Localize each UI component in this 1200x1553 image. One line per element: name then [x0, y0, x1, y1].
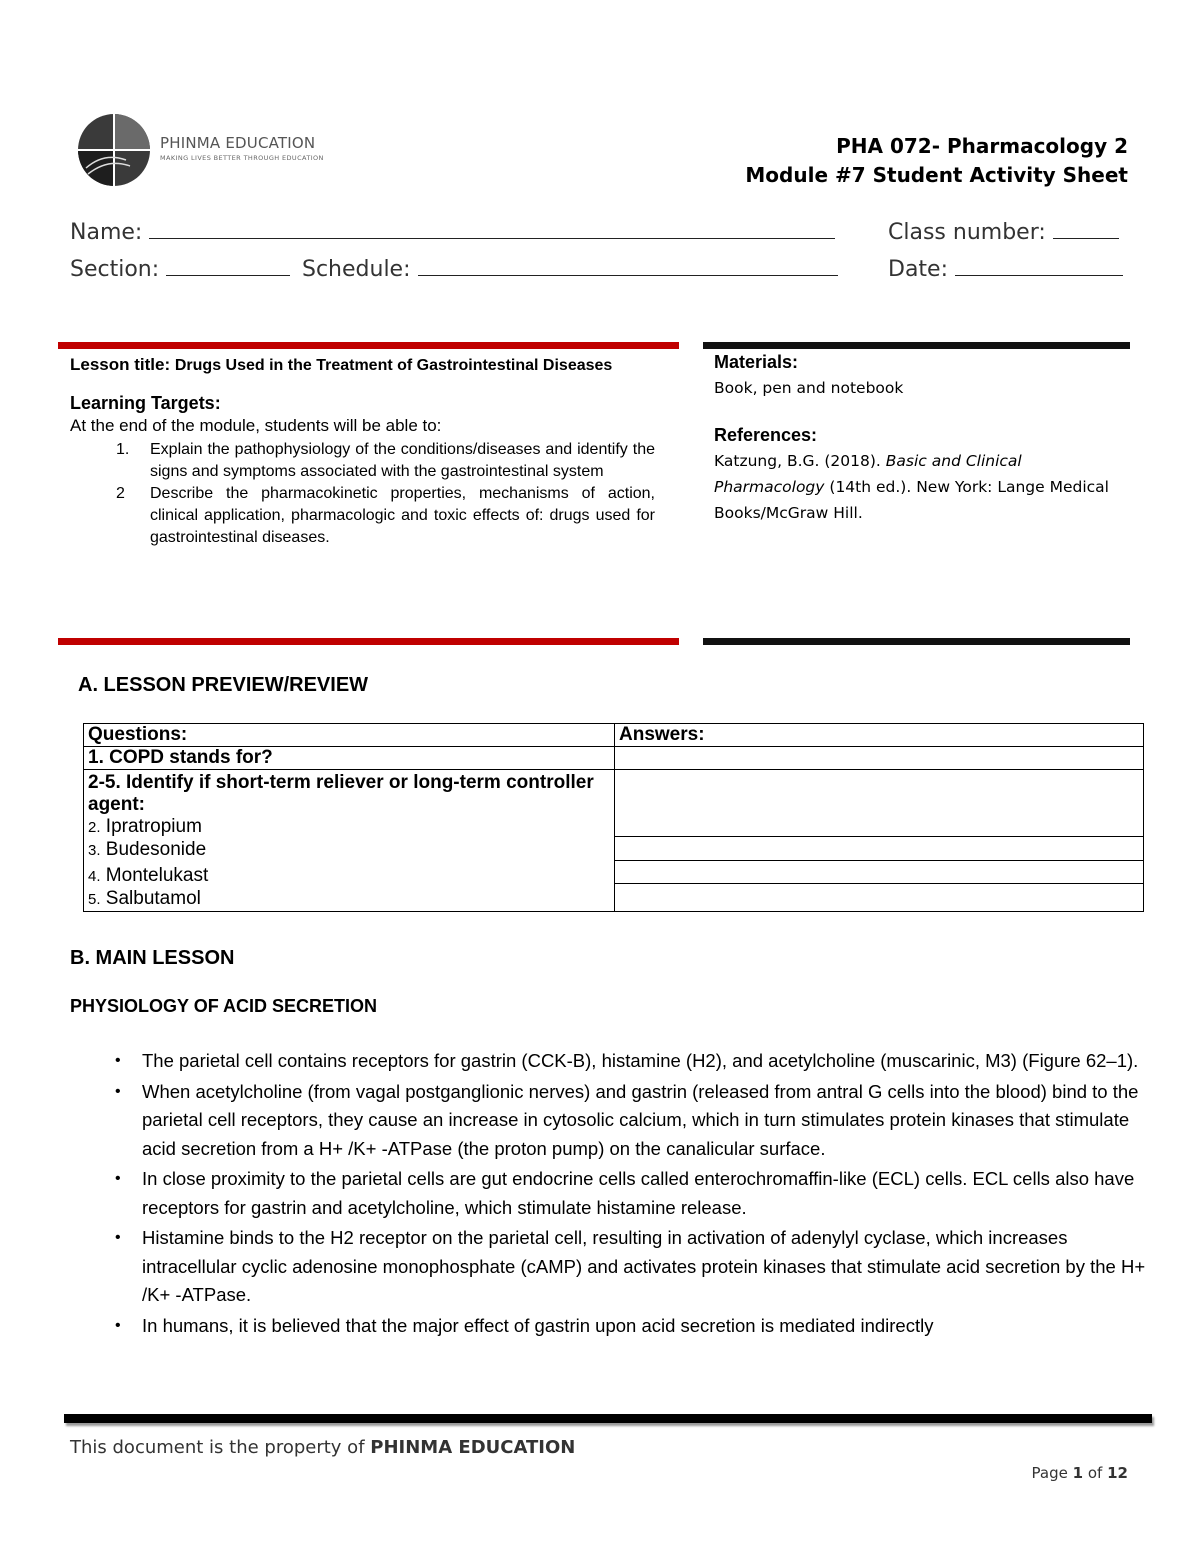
reference-author: Katzung, B.G. (2018).: [714, 452, 881, 470]
lesson-title-text: Drugs Used in the Treatment of Gastrointestinal Diseases: [174, 357, 613, 374]
answer-1-cell[interactable]: [615, 747, 1144, 770]
section-b-heading: B. MAIN LESSON: [70, 947, 235, 969]
item-number: 4.: [88, 868, 101, 885]
course-heading: [745, 132, 1128, 190]
table-row: [84, 770, 1144, 837]
item-number: 5.: [88, 891, 101, 908]
module-title: Module #7 Student Activity Sheet: [745, 163, 1128, 187]
class-number-blank[interactable]: [1053, 220, 1119, 239]
question-item: [88, 865, 610, 888]
item-text: Ipratropium: [105, 816, 202, 837]
answer-2-cell[interactable]: [615, 770, 1144, 837]
question-1: 1. COPD stands for?: [84, 747, 615, 770]
name-blank[interactable]: [149, 220, 835, 239]
page-of: of: [1087, 1464, 1103, 1482]
phinma-logo: [74, 112, 354, 188]
question-2-5-prompt: 2-5. Identify if short-term reliever or long-term controller agent:: [88, 772, 594, 815]
page-total: 12: [1107, 1464, 1128, 1482]
target-number: 1.: [116, 441, 130, 458]
item-text: Montelukast: [105, 865, 209, 886]
class-number-field[interactable]: [888, 220, 1119, 245]
list-item: • Histamine binds to the H2 receptor on the parietal cell, resulting in activation of adenylyl cyclase, which increases intracellular cyclic adenosine monophosphate (cAMP) and activates protein kinases that stimulate acid secretion by the H+ /K+ -ATPase.: [142, 1224, 1150, 1310]
bullet-list: [70, 1047, 1150, 1340]
class-number-label: Class number:: [888, 220, 1046, 245]
lesson-title-label: Lesson title:: [70, 355, 171, 374]
item-text: Budesonide: [105, 839, 207, 860]
materials-heading: Materials:: [714, 352, 799, 372]
answer-5-cell[interactable]: [615, 884, 1144, 912]
answer-4-cell[interactable]: [615, 860, 1144, 883]
learning-target-item: [70, 439, 655, 483]
item-text: Salbutamol: [105, 888, 201, 909]
page-label: Page: [1031, 1464, 1068, 1482]
left-top-rule: [58, 342, 679, 349]
reference-book-title: Basic and Clinical Pharmacology: [714, 452, 1022, 496]
name-label: Name:: [70, 220, 143, 245]
date-label: Date:: [888, 257, 948, 282]
schedule-label: Schedule:: [302, 257, 411, 282]
schedule-field[interactable]: [302, 257, 838, 282]
question-2-5: [84, 770, 615, 912]
question-item: [88, 888, 610, 911]
footer-rule: [64, 1414, 1152, 1423]
date-blank[interactable]: [955, 257, 1123, 276]
questions-header: Questions:: [84, 724, 615, 747]
section-a-heading: A. LESSON PREVIEW/REVIEW: [78, 674, 369, 696]
references-heading: References:: [714, 425, 818, 445]
property-owner: PHINMA EDUCATION: [370, 1437, 576, 1458]
logo-name: PHINMA EDUCATION: [160, 134, 316, 152]
target-number: 2: [116, 485, 125, 502]
date-field[interactable]: [888, 257, 1123, 282]
section-blank[interactable]: [166, 257, 290, 276]
name-field[interactable]: [70, 220, 835, 245]
target-text: Describe the pharmacokinetic properties, mechanisms of action, clinical application, pharmacologic and toxic effects of: drugs used for gastrointestinal diseases.: [150, 485, 655, 546]
lesson-info-box: [70, 352, 655, 549]
learning-targets-heading: Learning Targets:: [70, 393, 221, 413]
reference-details: (14th ed.). New York: Lange Medical Books/McGraw Hill.: [714, 478, 1109, 522]
logo-tagline: MAKING LIVES BETTER THROUGH EDUCATION: [160, 154, 324, 162]
list-item: • In humans, it is believed that the major effect of gastrin upon acid secretion is mediated indirectly: [142, 1312, 1150, 1341]
section-field[interactable]: [70, 257, 290, 282]
phinma-globe-icon: [74, 112, 156, 188]
answer-3-cell[interactable]: [615, 837, 1144, 860]
footer-property-note: [70, 1437, 575, 1458]
table-header-row: [84, 724, 1144, 747]
answers-header: Answers:: [615, 724, 1144, 747]
materials-text: Book, pen and notebook: [714, 379, 904, 397]
learning-target-item: [70, 483, 655, 549]
question-item: [88, 839, 610, 862]
table-row: [84, 747, 1144, 770]
reference-entry: [714, 448, 1124, 526]
section-label: Section:: [70, 257, 160, 282]
materials-references-box: [714, 352, 1124, 526]
item-number: 3.: [88, 842, 101, 859]
left-bottom-rule: [58, 638, 679, 645]
item-number: 2.: [88, 819, 101, 836]
learning-targets-intro: At the end of the module, students will be able to:: [70, 416, 442, 435]
right-top-rule: [703, 342, 1130, 349]
list-item: • When acetylcholine (from vagal postganglionic nerves) and gastrin (released from antral G cells into the blood) bind to the parietal cell receptors, they cause an increase in cytosolic calcium, which in turn stimulates protein kinases that stimulate acid secretion from a H+ /K+ -ATPase (the proton pump) on the canalicular surface.: [142, 1078, 1150, 1164]
schedule-blank[interactable]: [418, 257, 838, 276]
question-item: [88, 816, 610, 839]
page-number: [1032, 1464, 1128, 1482]
subheading-acid-secretion: PHYSIOLOGY OF ACID SECRETION: [70, 996, 378, 1016]
right-bottom-rule: [703, 638, 1130, 645]
list-item: • The parietal cell contains receptors for gastrin (CCK-B), histamine (H2), and acetylcholine (muscarinic, M3) (Figure 62–1).: [142, 1047, 1150, 1076]
lesson-title: [70, 352, 655, 379]
main-lesson: [70, 947, 1150, 1342]
target-text: Explain the pathophysiology of the conditions/diseases and identify the signs and symptoms associated with the gastrointestinal system: [150, 441, 655, 480]
property-prefix: This document is the property of: [70, 1437, 365, 1458]
course-title: PHA 072- Pharmacology 2: [836, 134, 1128, 158]
list-item: • In close proximity to the parietal cells are gut endocrine cells called enterochromaffin-like (ECL) cells. ECL cells also have receptors for gastrin and acetylcholine, which stimulate histamine release.: [142, 1165, 1150, 1222]
page-current: 1: [1072, 1464, 1084, 1482]
preview-review-table: [83, 723, 1144, 912]
